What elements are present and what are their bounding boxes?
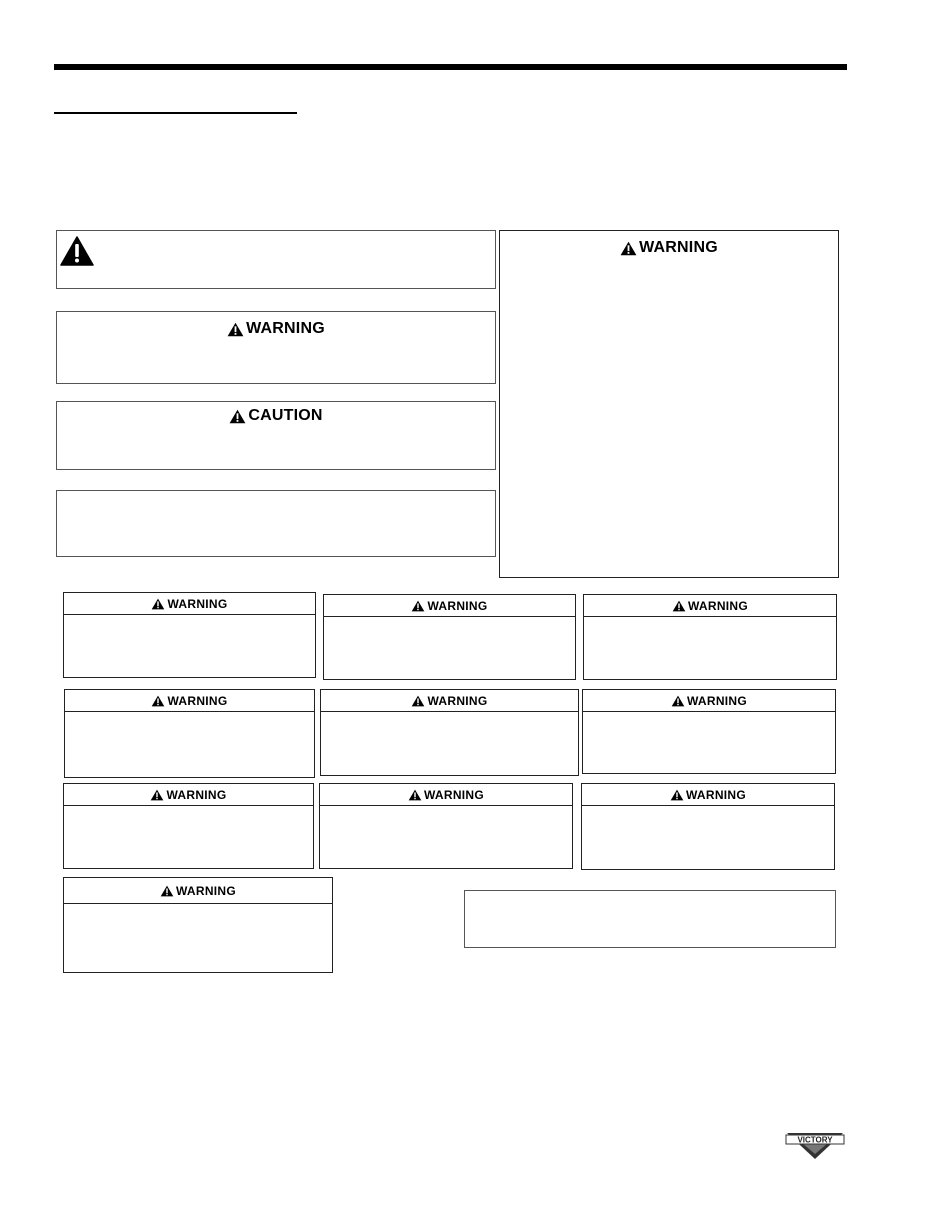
warning-label-text: WARNING	[687, 598, 749, 613]
note-box-bottom	[464, 890, 836, 948]
warning-label	[500, 239, 838, 257]
warning-triangle-icon	[411, 600, 425, 612]
safety-alert-box	[56, 230, 496, 289]
warning-box-large	[56, 311, 496, 384]
victory-logo-icon	[785, 1127, 845, 1161]
warning-label-text: WARNING	[427, 598, 488, 613]
caution-label	[57, 407, 495, 425]
warning-triangle-icon	[672, 600, 686, 612]
warning-label-text: WARNING	[167, 596, 228, 611]
caution-label-text: CAUTION	[248, 407, 323, 424]
warning-label-text: WARNING	[166, 787, 227, 802]
warning-decal	[320, 689, 579, 776]
warning-label-text: WARNING	[427, 693, 488, 708]
warning-label-text: WARNING	[685, 787, 747, 802]
warning-decal	[583, 594, 837, 680]
warning-decal	[319, 783, 573, 869]
warning-box-tall	[499, 230, 839, 578]
warning-decal-header	[584, 595, 836, 617]
warning-label	[57, 320, 495, 338]
header-rule	[54, 64, 847, 70]
caution-triangle-icon	[229, 409, 246, 424]
victory-logo-text: VICTORY	[797, 1135, 833, 1145]
warning-decal	[581, 783, 835, 870]
warning-decal	[323, 594, 576, 680]
warning-label-text: WARNING	[639, 239, 718, 256]
warning-decal-header	[582, 784, 834, 806]
warning-decal-header	[64, 878, 332, 904]
warning-decal-header	[320, 784, 572, 806]
warning-triangle-icon	[671, 695, 685, 707]
warning-triangle-icon	[411, 695, 425, 707]
safety-alert-symbol-icon	[60, 236, 94, 266]
section-heading-underline	[54, 112, 297, 114]
warning-triangle-icon	[150, 789, 164, 801]
warning-triangle-icon	[160, 885, 174, 897]
warning-triangle-icon	[670, 789, 684, 801]
warning-decal	[582, 689, 836, 774]
warning-decal	[63, 592, 316, 678]
warning-label-text: WARNING	[175, 883, 237, 898]
warning-decal-header	[64, 593, 315, 615]
warning-triangle-icon	[408, 789, 422, 801]
note-box	[56, 490, 496, 557]
warning-triangle-icon	[620, 241, 637, 256]
warning-decal-header	[65, 690, 314, 712]
warning-triangle-icon	[151, 598, 165, 610]
warning-label-text: WARNING	[423, 787, 485, 802]
warning-label-text: WARNING	[167, 693, 228, 708]
warning-label-text: WARNING	[246, 320, 325, 337]
caution-box	[56, 401, 496, 470]
warning-triangle-icon	[227, 322, 244, 337]
warning-decal-header	[583, 690, 835, 712]
warning-decal	[63, 783, 314, 869]
warning-triangle-icon	[151, 695, 165, 707]
warning-decal	[63, 877, 333, 973]
warning-decal	[64, 689, 315, 778]
warning-decal-header	[321, 690, 578, 712]
warning-decal-header	[64, 784, 313, 806]
warning-label-text: WARNING	[686, 693, 748, 708]
warning-decal-header	[324, 595, 575, 617]
